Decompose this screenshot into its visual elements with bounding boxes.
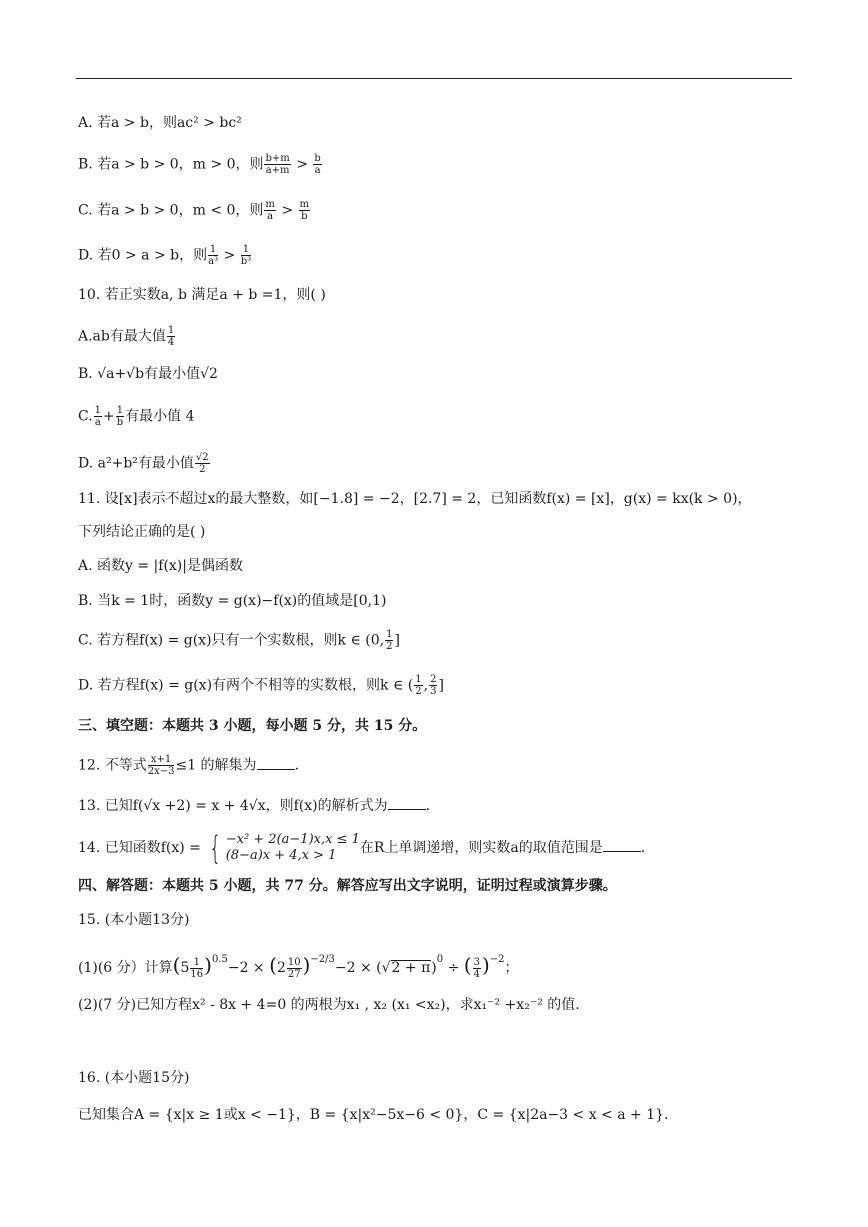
- q11-stem-line2: 下列结论正确的是( ): [78, 524, 206, 540]
- fraction: $\frac{1}{b}$: [116, 405, 124, 428]
- fraction: $\frac{1}{\text{a³}}$: [208, 244, 219, 267]
- fraction: $\frac{√2}{2}$: [195, 452, 209, 475]
- fraction: $\frac{1}{a}$: [94, 405, 102, 428]
- q9-option-c: C. 若a > b > 0，m < 0，则 $\frac{m}{a}$ > $\frac{m}{b}$: [78, 199, 310, 222]
- answer-blank: [257, 757, 295, 770]
- fraction: $\frac{10}{27}$: [287, 956, 301, 980]
- q11-option-b: B. 当k = 1时，函数y = g(x)−f(x)的值域是[0,1): [78, 593, 387, 609]
- q10-option-a: A.ab有最大值 $\frac{1}{4}$: [78, 325, 175, 348]
- fraction: $\frac{b+m}{a+m}$: [265, 153, 290, 176]
- fraction: $\frac{x+1}{2x-3}$: [147, 754, 175, 777]
- section-heading-fill-in: 三、填空题：本题共 3 小题，每小题 5 分，共 15 分。: [78, 718, 427, 734]
- q15-heading: 15. (本小题13分): [78, 912, 190, 928]
- q13: 13. 已知f(√x +2) = x + 4√x，则f(x)的解析式为 .: [78, 798, 431, 814]
- q11-option-a: A. 函数y = |f(x)|是偶函数: [78, 558, 243, 574]
- q10-option-b: B. √a+√b有最小值√2: [78, 366, 218, 382]
- q10-stem: 10. 若正实数a, b 满足a + b =1，则( ): [78, 287, 326, 303]
- answer-blank: [603, 839, 641, 852]
- fraction: $\frac{2}{3}$: [430, 674, 437, 697]
- q9-option-a: A. 若a > b，则ac² > bc²: [78, 115, 242, 131]
- q10-option-d: D. a²+b²有最小值 $\frac{√2}{2}$: [78, 452, 209, 475]
- answer-blank: [388, 797, 426, 810]
- q11-option-d: D. 若方程f(x) = g(x)有两个不相等的实数根，则k ∈ ( $\frac{1}{2}$ , $\frac{2}{3}$ ]: [78, 674, 444, 697]
- left-brace-icon: {: [209, 829, 222, 867]
- q15-part1: (1)(6 分）计算(5 $\frac{1}{16}$ )0.5−2 × (2 $\frac{10}{27}$ )−2/3−2 × (√2 + π)0 ÷ ( $\frac{3}{4}$ )−2；: [78, 953, 519, 980]
- q9-option-b: B. 若a > b > 0，m > 0，则 $\frac{b+m}{a+m}$ > $\frac{b}{a}$: [78, 153, 321, 176]
- q11-stem-line1: 11. 设[x]表示不超过x的最大整数，如[−1.8] = −2，[2.7] = 2，已知函数f(x) = [x]，g(x) = kx(k > 0)，: [78, 491, 752, 507]
- fraction: $\frac{1}{\text{b³}}$: [240, 244, 252, 267]
- fraction: $\frac{1}{2}$: [386, 629, 393, 652]
- q9-option-d: D. 若0 > a > b，则 $\frac{1}{\text{a³}}$ > $\frac{1}{\text{b³}}$: [78, 244, 252, 267]
- fraction: $\frac{b}{a}$: [314, 153, 321, 176]
- q15-part2: (2)(7 分)已知方程x² - 8x + 4=0 的两根为x₁ , x₂ (x₁ <x₂)，求x₁⁻² +x₂⁻² 的值.: [78, 997, 580, 1013]
- fraction: $\frac{1}{16}$: [190, 956, 204, 980]
- q12: 12. 不等式 $\frac{x+1}{2x-3}$ ≤1 的解集为 .: [78, 754, 300, 777]
- q14: 14. 已知函数f(x) = { −x² + 2(a−1)x,x ≤ 1 (8−a)x + 4,x > 1 在R上单调递增，则实数a的取值范围是 .: [78, 829, 646, 867]
- header-rule: [76, 78, 792, 79]
- q11-option-c: C. 若方程f(x) = g(x)只有一个实数根，则k ∈ (0, $\frac{1}{2}$ ]: [78, 629, 400, 652]
- section-heading-solutions: 四、解答题：本题共 5 小题，共 77 分。解答应写出文字说明，证明过程或演算步骤。: [78, 878, 617, 894]
- fraction: $\frac{m}{a}$: [265, 199, 275, 222]
- q16-heading: 16. (本小题15分): [78, 1070, 190, 1086]
- fraction: $\frac{3}{4}$: [473, 956, 480, 980]
- fraction: $\frac{m}{b}$: [299, 199, 310, 222]
- q16-text: 已知集合A = {x|x ≥ 1或x < −1}，B = {x|x²−5x−6 < 0}，C = {x|2a−3 < x < a + 1}.: [78, 1107, 669, 1123]
- fraction: $\frac{1}{4}$: [167, 325, 175, 348]
- fraction: $\frac{1}{2}$: [415, 674, 422, 697]
- sqrt-symbol: √: [381, 960, 391, 976]
- piecewise-function: { −x² + 2(a−1)x,x ≤ 1 (8−a)x + 4,x > 1: [209, 829, 360, 867]
- q10-option-c: C. $\frac{1}{a}$ + $\frac{1}{b}$ 有最小值 4: [78, 405, 195, 428]
